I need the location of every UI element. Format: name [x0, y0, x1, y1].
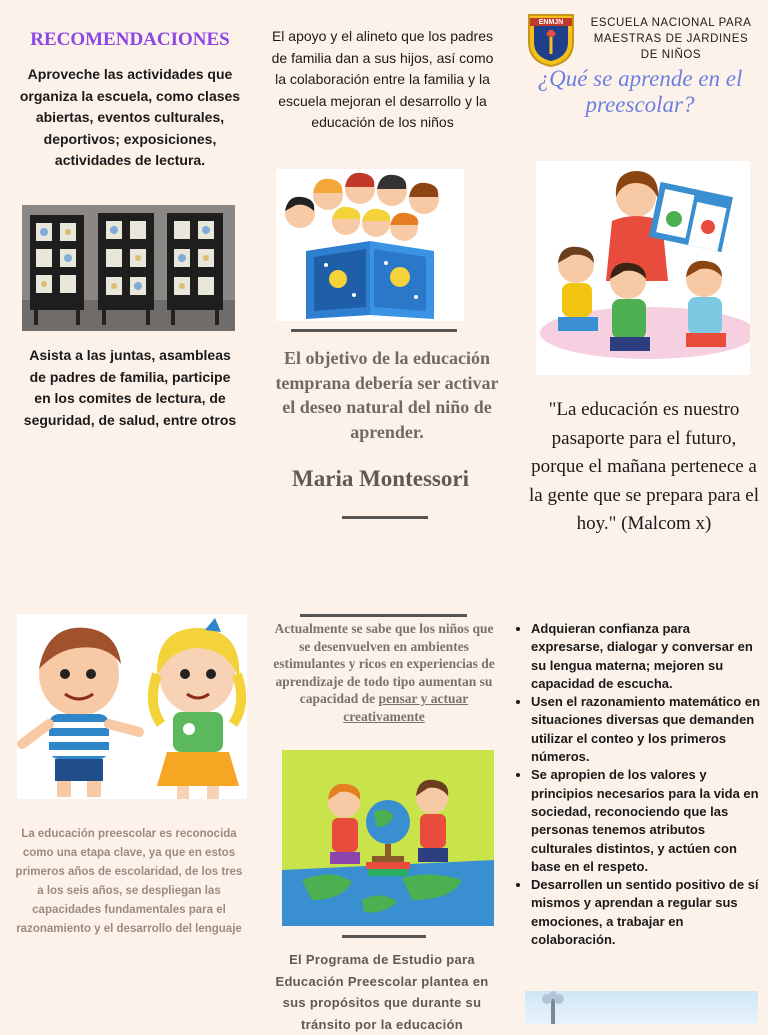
program-intro-text: El Programa de Estudio para Educación Preescolar plantea en sus propósitos que durante su tránsito por la educación	[275, 952, 489, 1032]
montessori-quote: El objetivo de la educación temprana debería ser activar el deseo natural del niño de aprender.	[275, 348, 499, 442]
school-name: ESCUELA NACIONAL PARA MAESTRAS DE JARDINES DE NIÑOS	[590, 17, 752, 61]
recommendations-heading: RECOMENDACIONES	[30, 29, 230, 50]
logo-text: ENMJN	[538, 19, 564, 26]
preschool-key-stage-text: La educación preescolar es reconocida como una etapa clave, ya que en estos primeros años de escolaridad, de los tres a los seis años, se despliegan las capacidades fundamentales para el razonamiento y el desarrollo del lenguaje	[15, 828, 243, 935]
montessori-author: Maria Montessori	[292, 466, 469, 491]
bottom-partial-image	[525, 991, 758, 1024]
stimulating-environment-text	[270, 620, 498, 725]
recommendation-meetings-text: Asista a las juntas, asambleas de padres de familia, participe en los comites de lectura, de seguridad, de salud, entre otros	[23, 347, 237, 428]
school-logo	[526, 12, 576, 68]
stimulating-environment-text-a: Actualmente se sabe que los niños que se desenvuelven en ambientes estimulantes y ricos en experiencias de aprendizaje de todo tipo aumentan su capacidad de	[273, 621, 495, 706]
goal-item: • Usen el razonamiento matemático en situaciones diversas que demanden utilizar el conteo y los primeros números.	[531, 693, 760, 766]
kids-reading-book-illustration	[276, 169, 464, 321]
kids-with-globe-illustration	[282, 750, 494, 926]
divider-mid	[300, 614, 467, 617]
stimulating-environment-text-b: pensar y actuar creativamente	[343, 691, 469, 724]
goal-item: • Adquieran confianza para expresarse, dialogar y conversar en su lengua materna; mejoren su capacidad de escucha.	[531, 620, 760, 693]
divider-author	[342, 516, 428, 519]
two-kids-illustration	[17, 614, 247, 799]
goal-item: • Desarrollen un sentido positivo de sí mismos y aprendan a regular sus emociones, a trabajar en colaboración.	[531, 876, 760, 949]
art-exhibition-photo	[22, 205, 235, 331]
malcom-x-quote: "La educación es nuestro pasaporte para el futuro, porque el mañana pertenece a la gente que se prepara para el hoy." (Malcom x)	[529, 399, 759, 534]
parents-support-text: El apoyo y el alineto que los padres de familia dan a sus hijos, así como la colaboración entre la familia y la escuela mejoran el desarrollo y la educación de los niños	[271, 28, 494, 130]
divider-top	[291, 329, 457, 332]
preschool-goals-list	[515, 620, 760, 949]
teacher-reading-illustration	[536, 161, 750, 375]
goal-item: • Se apropien de los valores y principios necesarios para la vida en sociedad, reconociendo que las personas tenemos atributos culturales distintos, y actúen con base en el respeto.	[531, 766, 760, 876]
preschool-title: ¿Qué se aprende en el preescolar?	[537, 66, 743, 117]
recommendation-activities-text: Aproveche las actividades que organiza la escuela, como clases abiertas, eventos culturales, deportivos; exposiciones, actividades de lectura.	[19, 66, 241, 168]
divider-bottom	[342, 935, 426, 938]
